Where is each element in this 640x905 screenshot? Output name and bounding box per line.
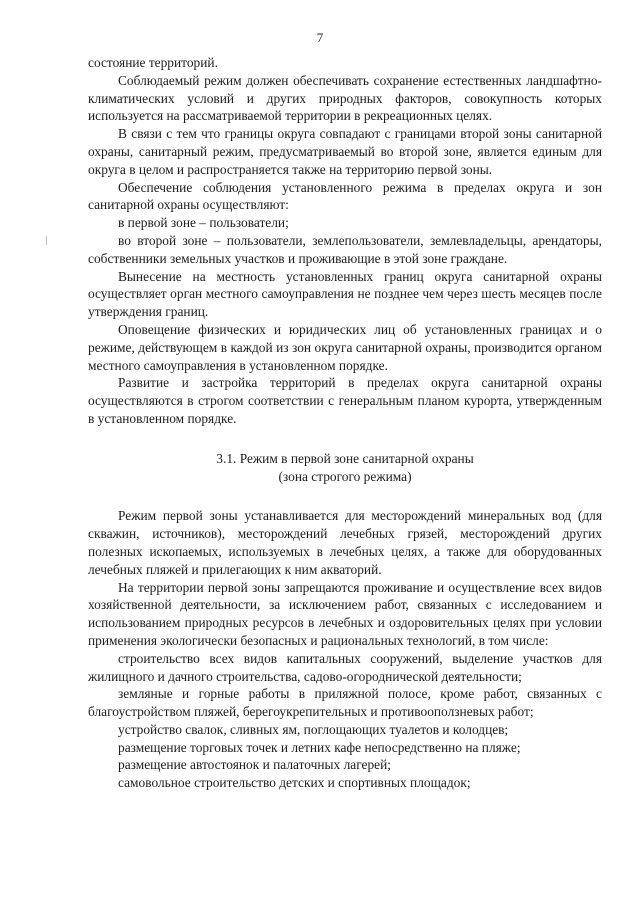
paragraph: строительство всех видов капитальных сооружений, выделение участков для жилищного и дачного строительства, садово-огороднической деятельности; <box>88 650 602 684</box>
section-subtitle: (зона строгого режима) <box>278 468 412 484</box>
paragraph: На территории первой зоны запрещаются проживание и осуществление всех видов хозяйственной деятельности, за исключением работ, связанных с исследованием и использованием природных ресурсов в лечебных и оздоровительных целях при условии применения экологически безопасных и рациональных технологий, в том числе: <box>88 579 602 648</box>
paragraph: Развитие и застройка территорий в пределах округа санитарной охраны осуществляются в строгом соответствии с генеральным планом курорта, утвержденным в установленном порядке. <box>88 375 602 426</box>
paragraph: Соблюдаемый режим должен обеспечивать сохранение естественных ландшафтно-климатических условий и других природных факторов, совокупность которых используется на рассматриваемой территории в рекреационных целях. <box>88 72 602 124</box>
section-heading <box>88 450 602 486</box>
paragraph: земляные и горные работы в приляжной полосе, кроме работ, связанных с благоустройством пляжей, берегоукрепительных и противооползневых работ; <box>88 686 602 720</box>
paragraphs-after-section <box>88 507 602 792</box>
paragraph: во второй зоне – пользователи, землепользователи, землевладельцы, арендаторы, собственники земельных участков и проживающие в этой зоне граждане. <box>88 232 602 266</box>
paragraphs-before-section <box>88 54 602 428</box>
paragraph: состояние территорий. <box>88 55 218 70</box>
paragraph: Режим первой зоны устанавливается для месторождений минеральных вод (для скважин, источников), месторождений лечебных грязей, месторождений других полезных ископаемых, используемых в лечебных целях, а также для оборудованных лечебных пляжей и прилегающих к ним акваторий. <box>88 508 602 577</box>
paragraph: в первой зоне – пользователи; <box>118 215 289 231</box>
document-body <box>88 54 602 792</box>
page-number: 7 <box>316 30 324 45</box>
paragraph: Оповещение физических и юридических лиц об установленных границах и о режиме, действующем в каждой из зон округа санитарной охраны, производится органом местного самоуправления в установленном порядке. <box>88 321 602 373</box>
paragraph: размещение торговых точек и летних кафе непосредственно на пляже; <box>118 739 521 755</box>
paragraph: В связи с тем что границы округа совпадают с границами второй зоны санитарной охраны, санитарный режим, предусматриваемый во второй зоне, является единым для округа в целом и распространяется также на территорию первой зоны. <box>88 126 602 177</box>
paragraph: Вынесение на местность установленных границ округа санитарной охраны осуществляет орган местного самоуправления не позднее чем через шесть месяцев после утверждения границ. <box>88 268 602 320</box>
paragraph: самовольное строительство детских и спортивных площадок; <box>118 775 471 791</box>
margin-mark <box>46 236 47 245</box>
paragraph: размещение автостоянок и палаточных лагерей; <box>118 757 391 773</box>
section-title: 3.1. Режим в первой зоне санитарной охраны <box>216 450 474 466</box>
paragraph: Обеспечение соблюдения установленного режима в пределах округа и зон санитарной охраны осуществляют: <box>88 179 602 213</box>
paragraph: устройство свалок, сливных ям, поглощающих туалетов и колодцев; <box>118 721 509 737</box>
